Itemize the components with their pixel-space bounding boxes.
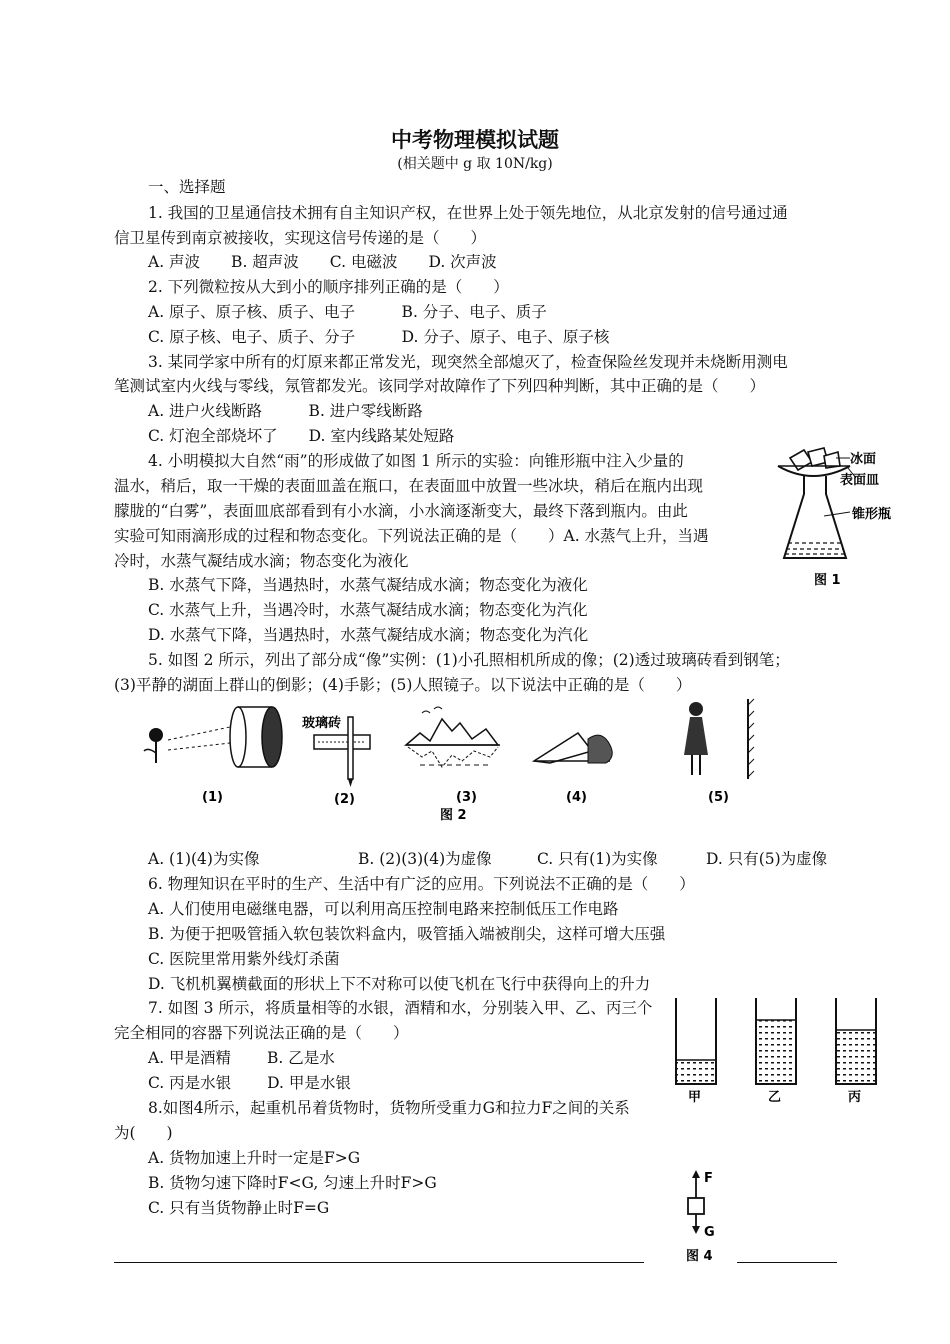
fig3-label-yi: 乙 [768,1090,782,1105]
q5-option-c: C. 只有(1)为实像 [537,850,658,868]
footer-line-left [114,1262,644,1263]
fig2-hand-shadow-icon [534,733,612,763]
q8-option-a: A. 货物加速上升时一定是F>G [148,1149,361,1167]
q5-option-d: D. 只有(5)为虚像 [706,850,828,868]
container-bing-liquid [836,1030,876,1084]
fig4-caption: 图 4 [686,1249,713,1264]
footer-line-right [737,1262,837,1263]
q6-option-b: B. 为便于把吸管插入软包装饮料盒内，吸管插入端被削尖，这样可增大压强 [148,925,666,943]
fig4-g-label: G [704,1225,715,1240]
fig2-label-1: (1) [202,790,223,805]
q8-option-b: B. 货物匀速下降时F<G, 匀速上升时F>G [148,1174,437,1192]
fig2-label-2: (2) [334,792,355,807]
q8-option-c: C. 只有当货物静止时F=G [148,1199,330,1217]
figure-2-images [130,695,780,825]
q4-option-c: C. 水蒸气上升，当遇冷时，水蒸气凝结成水滴；物态变化为汽化 [148,601,588,619]
q2-line1: 2. 下列微粒按从大到小的顺序排列正确的是（ ） [148,278,509,296]
fig2-person-mirror-icon [684,699,754,779]
q5-option-b: B. (2)(3)(4)为虚像 [358,850,492,868]
q4-line3: 朦胧的“白雾”，表面皿底部看到有小水滴，小水滴逐渐变大，最终下落到瓶内。由此 [114,502,688,520]
fig3-label-jia: 甲 [688,1090,702,1105]
fig1-ice-label: 冰面 [850,452,877,467]
q7-options-ab: A. 甲是酒精 B. 乙是水 [148,1049,335,1067]
container-jia-liquid [676,1060,716,1084]
q1-options: A. 声波 B. 超声波 C. 电磁波 D. 次声波 [148,253,497,271]
fig1-dish-label: 表面皿 [840,473,880,488]
q6-line1: 6. 物理知识在平时的生产、生活中有广泛的应用。下列说法不正确的是（ ） [148,875,695,893]
fig2-glass-label: 玻璃砖 [302,716,342,731]
fig1-flask-label: 锥形瓶 [852,507,892,522]
fig2-caption: 图 2 [440,808,467,823]
q1-line1: 1. 我国的卫星通信技术拥有自主知识产权，在世界上处于领先地位，从北京发射的信号通过通 [148,204,788,222]
page-title: 中考物理模拟试题 [391,128,559,152]
q7-line1: 7. 如图 3 所示，将质量相等的水银，酒精和水，分别装入甲、乙、丙三个 [148,999,653,1017]
q8-line1: 8.如图4所示，起重机吊着货物时，货物所受重力G和拉力F之间的关系 [148,1099,630,1117]
q4-line1: 4. 小明模拟大自然“雨”的形成做了如图 1 所示的实验：向锥形瓶中注入少量的 [148,452,684,470]
q3-options-ab: A. 进户火线断路 B. 进户零线断路 [148,402,423,420]
q6-option-c: C. 医院里常用紫外线灯杀菌 [148,950,340,968]
q4-line4: 实验可知雨滴形成的过程和物态变化。下列说法正确的是（ ）A. 水蒸气上升，当遇 [114,527,709,545]
q7-line2: 完全相同的容器下列说法正确的是（ ） [114,1024,409,1042]
q3-line1: 3. 某同学家中所有的灯原来都正常发光，现突然全部熄灭了，检查保险丝发现并未烧断用测电 [148,353,788,371]
fig2-label-5: (5) [708,790,729,805]
page-subtitle: (相关题中 g 取 10N/kg) [397,156,553,172]
figure-1-flask [768,446,918,591]
q3-line2: 笔测试室内火线与零线，氖管都发光。该同学对故障作了下列四种判断，其中正确的是（ ） [114,377,766,395]
fig3-label-bing: 丙 [848,1090,862,1105]
section-heading: 一、选择题 [148,178,226,196]
fig2-pinhole-camera-icon [144,707,282,767]
fig2-mountain-reflection-icon [406,707,500,767]
fig4-f-label: F [704,1171,713,1186]
q5-line1: 5. 如图 2 所示，列出了部分成“像”实例：(1)小孔照相机所成的像；(2)透过玻璃砖看到钢笔； [148,651,790,669]
q2-options-ab: A. 原子、原子核、质子、电子 B. 分子、电子、质子 [148,303,547,321]
fig2-label-3: (3) [456,790,477,805]
fig2-label-4: (4) [566,790,587,805]
container-yi-liquid [756,1020,796,1084]
q4-line5: 冷时，水蒸气凝结成水滴；物态变化为液化 [114,552,409,570]
q2-options-cd: C. 原子核、电子、质子、分子 D. 分子、原子、电子、原子核 [148,328,610,346]
fig1-caption: 图 1 [814,573,841,588]
q4-line2: 温水，稍后，取一干燥的表面皿盖在瓶口，在表面皿中放置一些冰块，稍后在瓶内出现 [114,477,704,495]
q6-option-d: D. 飞机机翼横截面的形状上下不对称可以使飞机在飞行中获得向上的升力 [148,975,651,993]
q1-line2: 信卫星传到南京被接收，实现这信号传递的是（ ） [114,229,487,247]
q5-line2: (3)平静的湖面上群山的倒影；(4)手影；(5)人照镜子。以下说法中正确的是（ ） [114,676,692,694]
q5-option-a: A. (1)(4)为实像 [148,850,260,868]
figure-4-force-diagram [676,1168,736,1268]
q3-options-cd: C. 灯泡全部烧坏了 D. 室内线路某处短路 [148,427,455,445]
q6-option-a: A. 人们使用电磁继电器，可以利用高压控制电路来控制低压工作电路 [148,900,619,918]
q7-options-cd: C. 丙是水银 D. 甲是水银 [148,1074,351,1092]
cargo-box [688,1198,704,1214]
figure-3-containers [668,994,888,1106]
q4-option-d: D. 水蒸气下降，当遇热时，水蒸气凝结成水滴；物态变化为汽化 [148,626,589,644]
q8-line2: 为( ) [114,1124,173,1142]
q4-option-b: B. 水蒸气下降，当遇热时，水蒸气凝结成水滴；物态变化为液化 [148,576,588,594]
